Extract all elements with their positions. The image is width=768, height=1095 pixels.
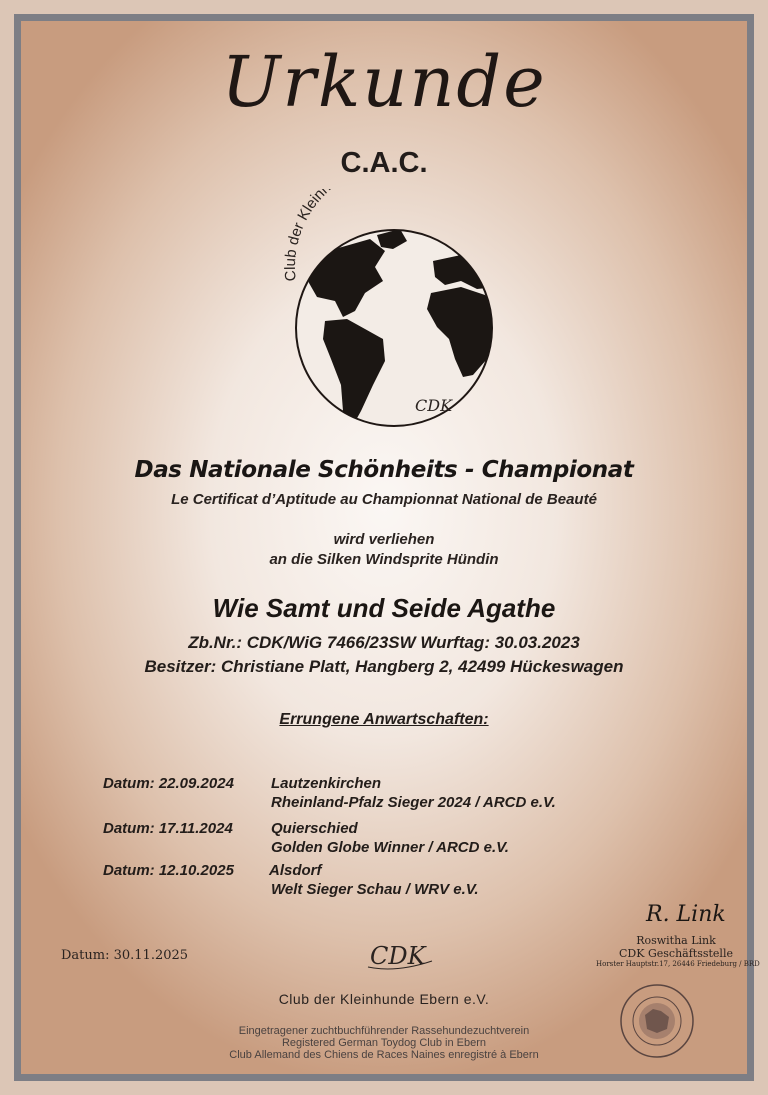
awarded-line-1: wird verliehen	[333, 531, 435, 548]
handwritten-signature	[636, 897, 726, 929]
signature-block	[596, 897, 760, 968]
merit-date: Datum: 22.09.2024	[103, 775, 234, 792]
certificate-title: Urkunde	[221, 41, 547, 123]
registration-note: Club Allemand des Chiens de Races Naines enregistré à Ebern	[229, 1049, 539, 1061]
kennel-club-stamp	[617, 981, 697, 1066]
registration-line: Zb.Nr.: CDK/WiG 7466/23SW Wurftag: 30.03.2023	[188, 633, 580, 652]
signature-scribble: R. Link	[646, 902, 726, 927]
merits-heading: Errungene Anwartschaften:	[279, 711, 489, 728]
bottom-monogram: CDK	[370, 942, 426, 970]
globe-arc-text: Club der Klein	[281, 189, 329, 282]
championship-heading-french: Le Certificat d’Aptitude au Championnat National de Beauté	[171, 491, 597, 508]
registration-note: Eingetragener zuchtbuchführender Rassehundezuchtverein	[238, 1025, 530, 1037]
monogram-icon	[366, 939, 436, 973]
merit-place: Lautzenkirchen	[271, 775, 382, 792]
stamp-seal-icon	[617, 981, 697, 1061]
merit-award: Rheinland-Pfalz Sieger 2024 / ARCD e.V.	[271, 794, 556, 811]
dog-name: Wie Samt und Seide Agathe	[212, 593, 556, 623]
club-name: Club der Kleinhunde Ebern e.V.	[278, 991, 490, 1007]
merit-date: Datum: 12.10.2025	[103, 862, 234, 879]
issue-date: Datum: 30.11.2025	[61, 948, 189, 963]
club-globe-emblem	[265, 189, 525, 434]
awarded-line-2: an die Silken Windsprite Hündin	[269, 551, 499, 568]
globe-icon	[265, 189, 525, 434]
owner-line: Besitzer: Christiane Platt, Hangberg 2, 42499 Hückeswagen	[144, 657, 624, 676]
signatory-address: Horster Hauptstr.17, 26446 Friedeburg / BRD	[596, 960, 760, 968]
championship-heading: Das Nationale Schönheits - Championat	[134, 457, 634, 483]
certificate-subtitle: C.A.C.	[340, 147, 428, 179]
merit-place: Alsdorf	[269, 862, 322, 879]
merit-place: Quierschied	[271, 820, 358, 837]
signatory-name: Roswitha Link	[636, 934, 716, 947]
merit-award: Golden Globe Winner / ARCD e.V.	[271, 839, 509, 856]
certificate-sheet	[14, 14, 760, 1081]
merit-date: Datum: 17.11.2024	[103, 820, 233, 837]
signatory-role: CDK Geschäftsstelle	[619, 947, 733, 960]
merit-award: Welt Sieger Schau / WRV e.V.	[271, 881, 479, 898]
registration-note: Registered German Toydog Club in Ebern	[281, 1037, 487, 1049]
club-monogram-logo	[366, 939, 436, 978]
globe-monogram: CDK	[415, 396, 453, 415]
